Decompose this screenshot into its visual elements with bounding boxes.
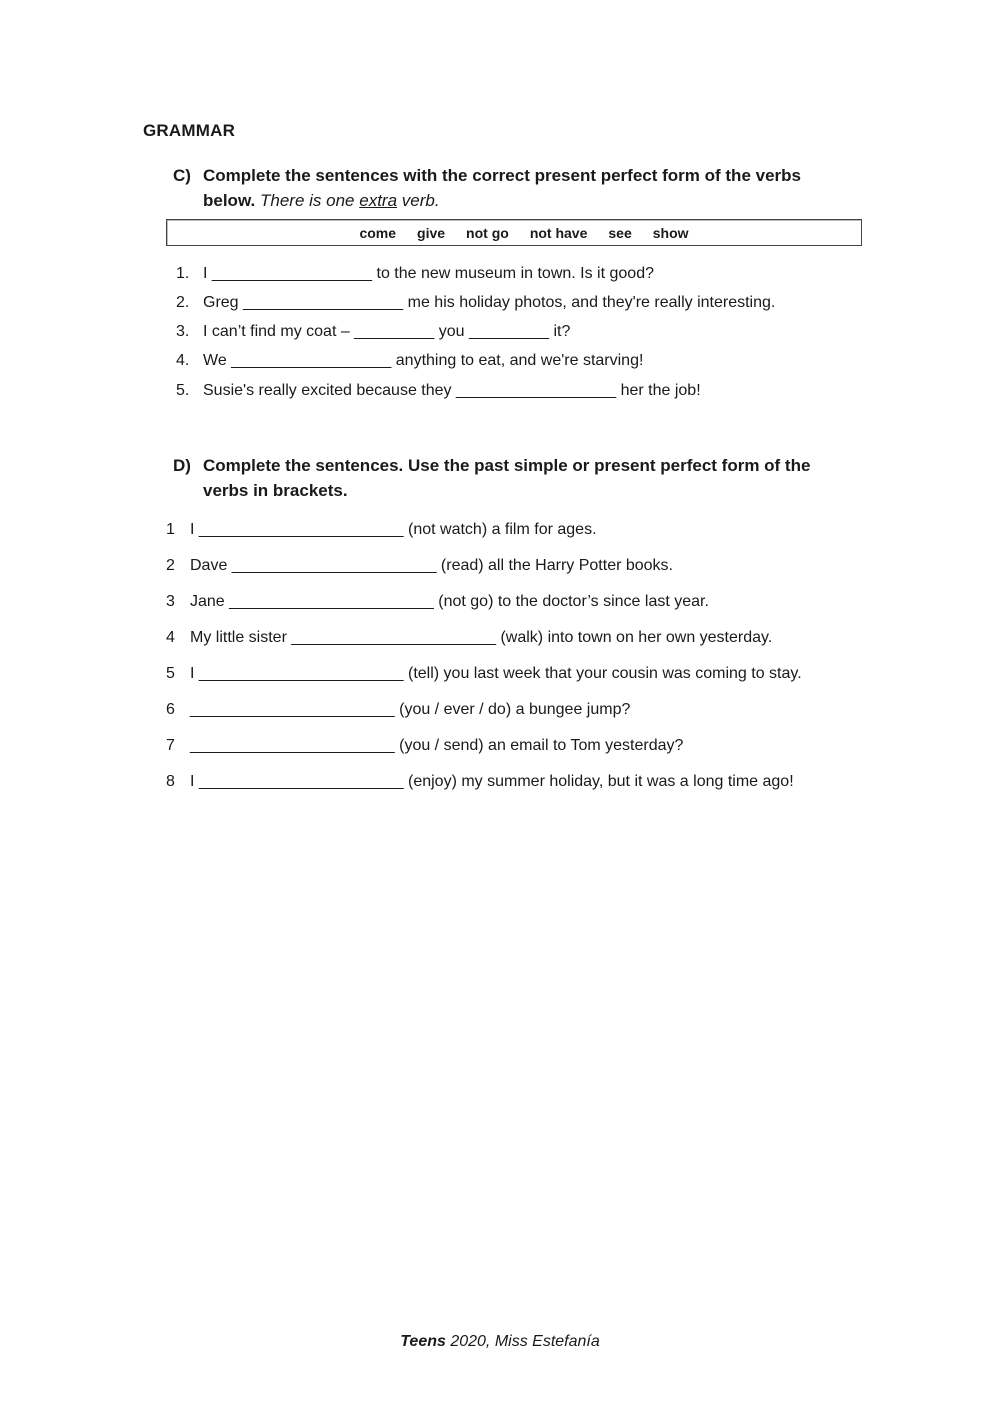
footer-text: 2020, Miss Estefanía <box>445 1333 600 1350</box>
list-item <box>176 376 775 405</box>
list-item <box>166 764 802 800</box>
list-item <box>176 288 775 317</box>
item-text: I _______________________ (not watch) a film for ages. <box>190 521 597 538</box>
item-text: We __________________ anything to eat, and we're starving! <box>203 352 644 370</box>
section-c-instruction-underlined: extra <box>359 191 398 210</box>
section-c-list <box>176 259 775 405</box>
item-text: I _______________________ (tell) you last week that your cousin was coming to stay. <box>190 665 802 682</box>
page-heading: GRAMMAR <box>143 121 236 140</box>
list-item <box>176 347 775 376</box>
list-item <box>166 692 802 728</box>
item-number: 7 <box>166 737 175 754</box>
list-item <box>166 548 802 584</box>
page-footer <box>0 1333 1000 1351</box>
item-number: 1 <box>166 521 175 538</box>
item-number: 4. <box>176 352 190 370</box>
item-text: I _______________________ (enjoy) my summer holiday, but it was a long time ago! <box>190 773 794 790</box>
section-d-letter: D) <box>173 456 191 475</box>
list-item <box>176 318 775 347</box>
item-text: _______________________ (you / ever / do) a bungee jump? <box>190 701 631 718</box>
list-item <box>166 728 802 764</box>
list-item <box>166 656 802 692</box>
item-text: I __________________ to the new museum in town. Is it good? <box>203 264 654 282</box>
item-text: Dave _______________________ (read) all the Harry Potter books. <box>190 557 673 574</box>
item-number: 2. <box>176 293 190 311</box>
item-number: 1. <box>176 264 190 282</box>
footer-brand: Teens <box>400 1333 446 1350</box>
item-text: Susie's really excited because they __________________ her the job! <box>203 381 701 399</box>
list-item <box>166 584 802 620</box>
item-number: 6 <box>166 701 175 718</box>
item-number: 5 <box>166 665 175 682</box>
list-item <box>176 259 775 288</box>
item-number: 3. <box>176 323 190 341</box>
section-c-instruction-italic-2: verb. <box>401 191 440 210</box>
list-item <box>166 512 802 548</box>
section-d-instruction <box>173 453 853 503</box>
word-box-item: give <box>417 224 446 241</box>
list-item <box>166 620 802 656</box>
section-d-instruction-text: Complete the sentences. Use the past simple or present perfect form of the verbs in brackets. <box>203 456 811 500</box>
item-text: Greg __________________ me his holiday photos, and they're really interesting. <box>203 293 776 311</box>
word-box-item: show <box>652 224 689 241</box>
word-box <box>166 219 862 246</box>
item-number: 5. <box>176 381 190 399</box>
item-number: 2 <box>166 557 175 574</box>
section-d-list <box>166 512 802 800</box>
section-c-instruction <box>173 163 853 213</box>
item-text: I can’t find my coat – _________ you _________ it? <box>203 323 571 341</box>
item-number: 3 <box>166 593 175 610</box>
item-text: My little sister _______________________ (walk) into town on her own yesterday. <box>190 629 773 646</box>
word-box-item: see <box>608 224 632 241</box>
item-number: 8 <box>166 773 175 790</box>
section-c-letter: C) <box>173 166 191 185</box>
section-c-instruction-bold: Complete the sentences with the correct present perfect form of the verbs below. <box>203 166 801 210</box>
word-box-item: come <box>359 224 397 241</box>
item-number: 4 <box>166 629 175 646</box>
section-c-instruction-italic-1: There is one <box>260 191 355 210</box>
word-box-item: not go <box>466 224 509 241</box>
item-text: _______________________ (you / send) an email to Tom yesterday? <box>190 737 684 754</box>
word-box-item: not have <box>529 224 588 241</box>
item-text: Jane _______________________ (not go) to the doctor’s since last year. <box>190 593 709 610</box>
